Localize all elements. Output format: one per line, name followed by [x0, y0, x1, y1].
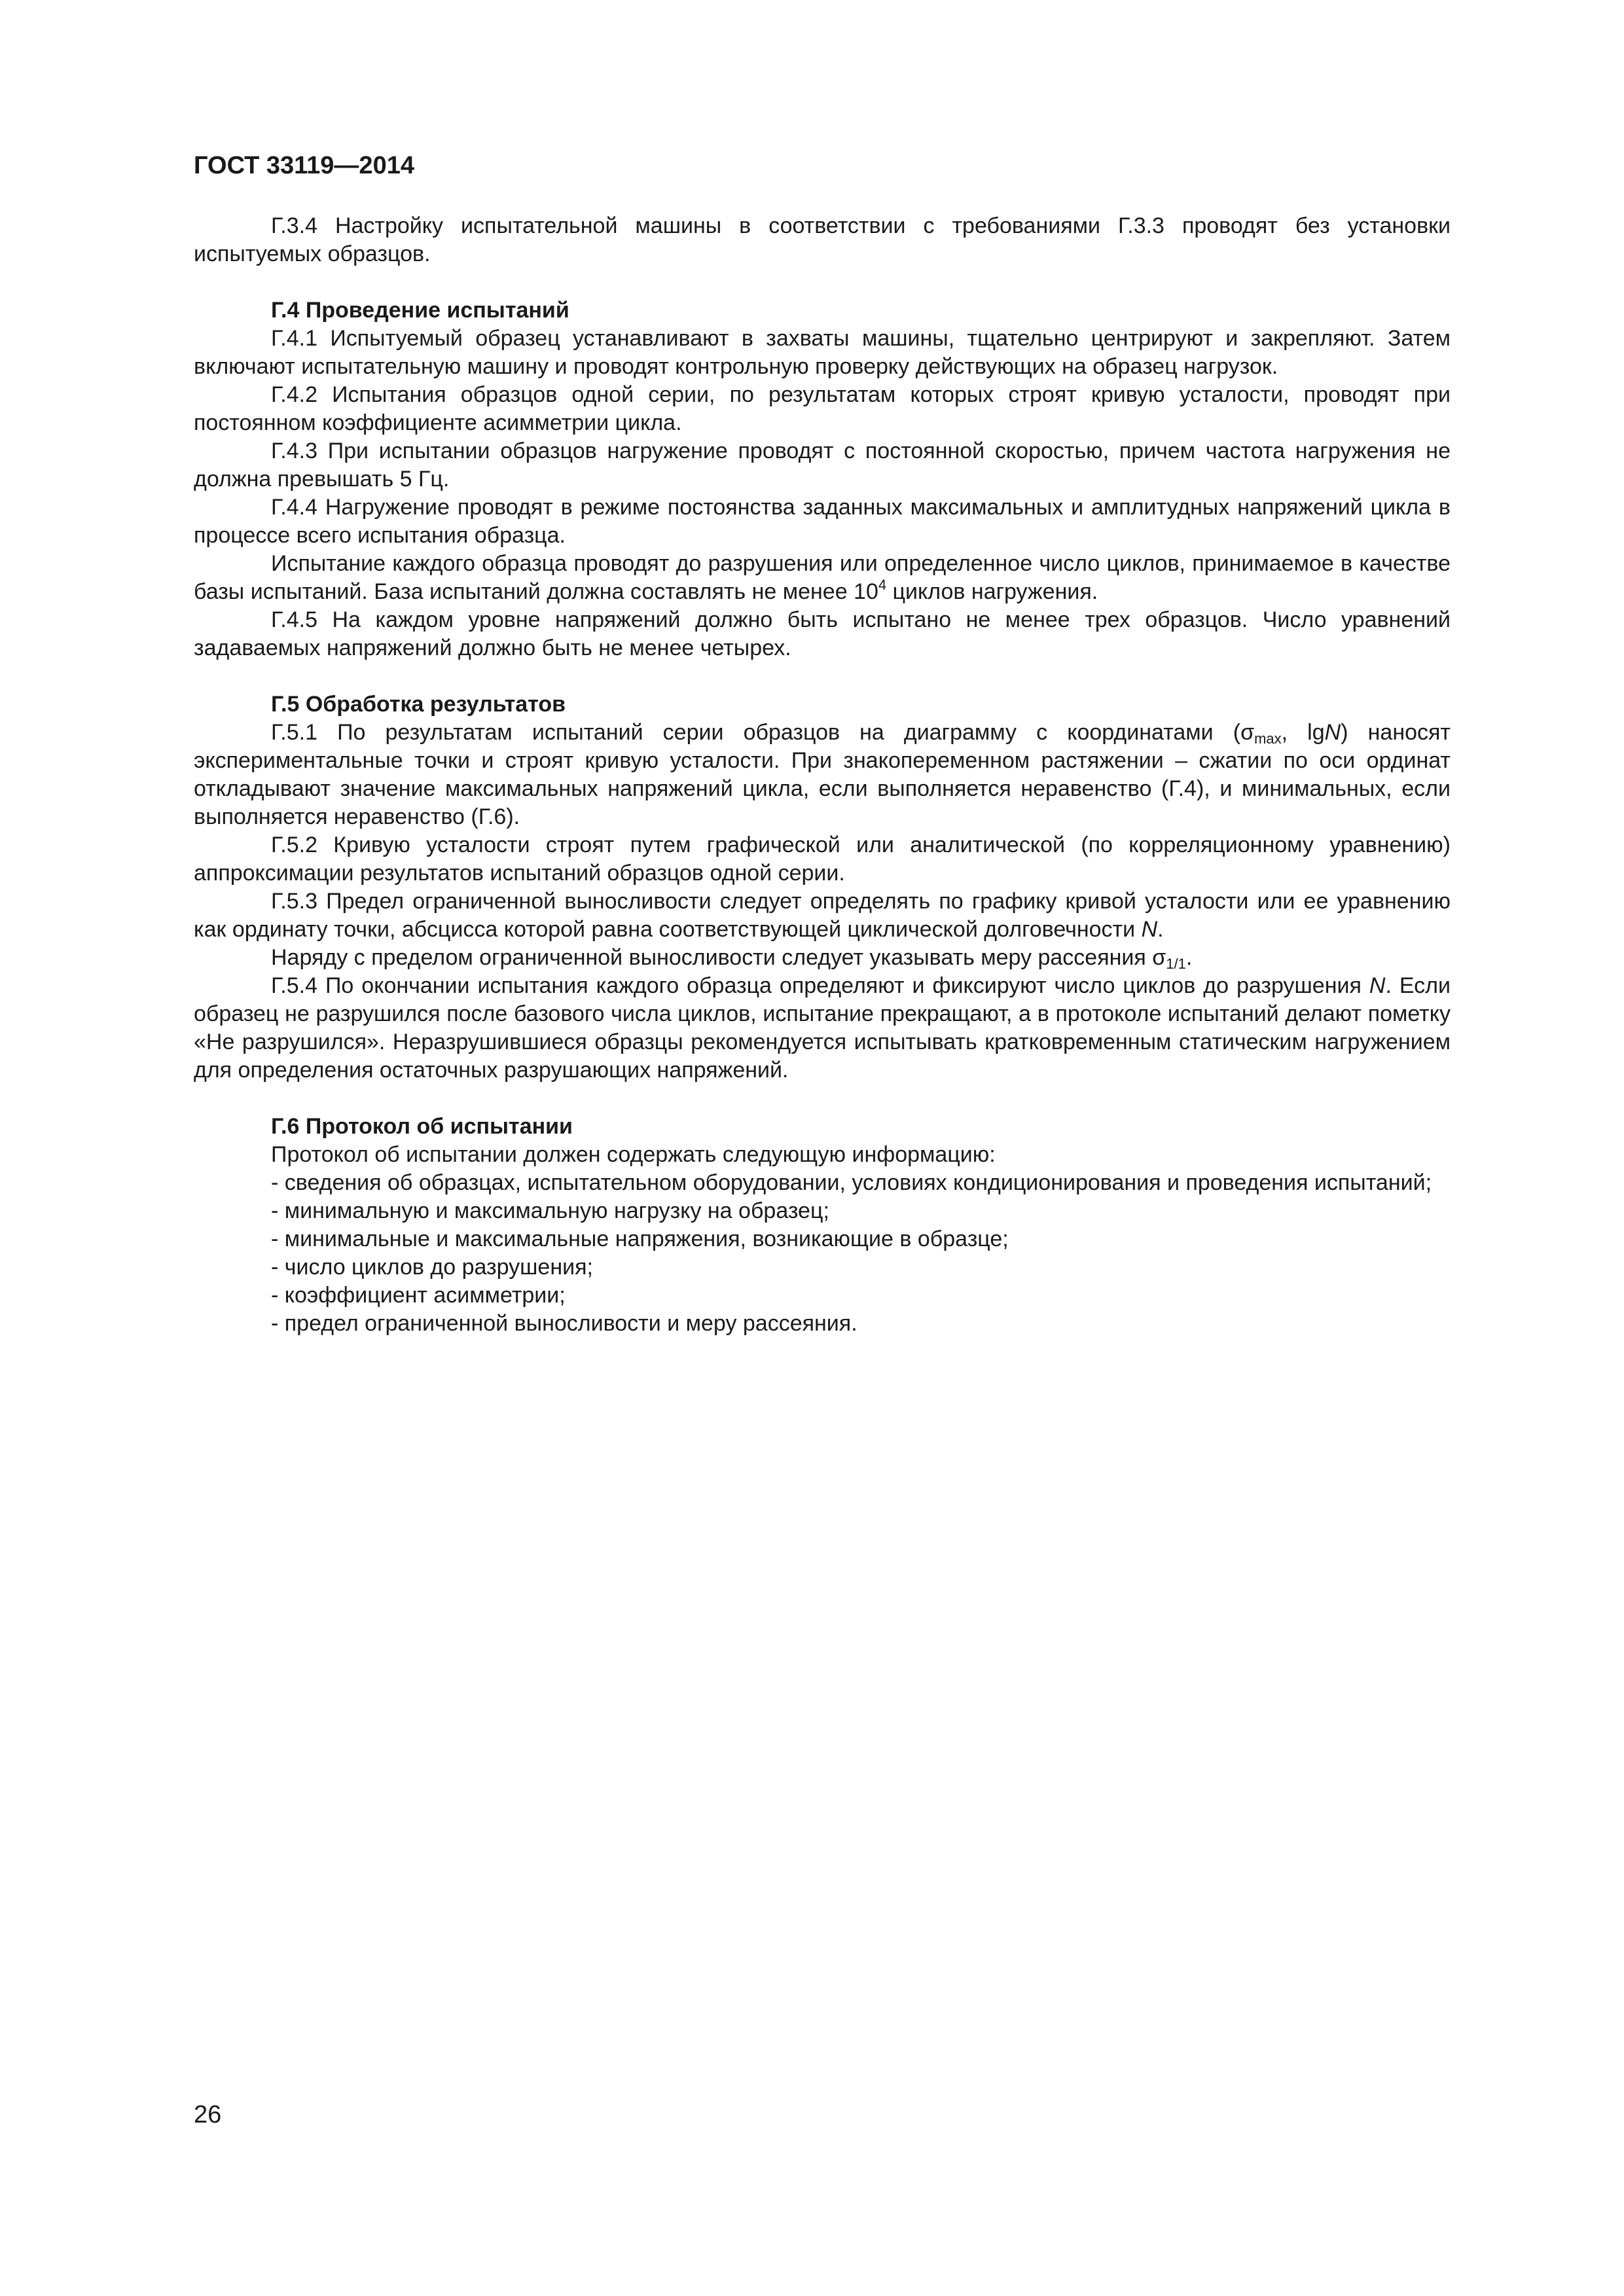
subscript-max: max: [1254, 730, 1282, 747]
paragraph-g5-4: Г.5.4 По окончании испытания каждого образца определяют и фиксируют число циклов до разрушения N. Если образец не разрушился после базового числа циклов, испытание прекращают, а в протоколе испытаний делают пометку «Не разрушился». Неразрушившиеся образцы рекомендуется испытывать кратковременным статическим нагружением для определения остаточных разрушающих напряжений.: [194, 973, 1451, 1083]
list-item: - число циклов до разрушения;: [271, 1255, 593, 1280]
paragraph-g4-1: Г.4.1 Испытуемый образец устанавливают в захваты машины, тщательно центрируют и закрепляют. Затем включают испытательную машину и проводят контрольную проверку действующих на образец нагрузок.: [194, 326, 1451, 379]
paragraph-g5-3-dispersion: Наряду с пределом ограниченной выносливости следует указывать меру рассеяния $\sigma_{1/1}$.: [271, 945, 1193, 972]
list-item: - сведения об образцах, испытательном оборудовании, условиях кондиционирования и проведения испытаний;: [271, 1170, 1432, 1195]
list-item: - коэффициент асимметрии;: [271, 1283, 566, 1308]
document-page: [194, 151, 1451, 1338]
list-item: - минимальные и максимальные напряжения, возникающие в образце;: [271, 1227, 1009, 1251]
paragraph-g5-3: Г.5.3 Предел ограниченной выносливости следует определять по графику кривой усталости или ее уравнению как ординату точки, абсцисса которой равна соответствующей циклической долговечности N.: [194, 889, 1451, 942]
section-heading-g6: Г.6 Протокол об испытании: [271, 1114, 573, 1139]
paragraph-g4-4: Г.4.4 Нагружение проводят в режиме постоянства заданных максимальных и амплитудных напряжений цикла в процессе всего испытания образца.: [194, 495, 1451, 548]
paragraph-g4-2: Г.4.2 Испытания образцов одной серии, по результатам которых строят кривую усталости, проводят при постоянном коэффициенте асимметрии цикла.: [194, 382, 1451, 435]
paragraph-g5-1: Г.5.1 По результатам испытаний серии образцов на диаграмму с координатами ($\sigma_{max}$, lgN) наносят экспериментальные точки и строят кривую усталости. При знакопеременном растяжении – сжатии по оси ординат откладывают значение максимальных напряжений цикла, если выполняется неравенство (Г.4), и минимальных, если выполняется неравенство (Г.6).: [194, 720, 1451, 829]
paragraph-g4-5: Г.4.5 На каждом уровне напряжений должно быть испытано не менее трех образцов. Число уравнений задаваемых напряжений должно быть не менее четырех.: [194, 607, 1451, 660]
document-header: ГОСТ 33119—2014: [194, 152, 414, 179]
paragraph-g5-2: Г.5.2 Кривую усталости строят путем графической или аналитической (по корреляционному уравнению) аппроксимации результатов испытаний образцов одной серии.: [194, 833, 1451, 886]
list-item: - предел ограниченной выносливости и меру рассеяния.: [271, 1311, 857, 1336]
exponent: 4: [878, 577, 887, 593]
list-item: - минимальную и максимальную нагрузку на образец;: [271, 1198, 829, 1223]
section-heading-g5: Г.5 Обработка результатов: [271, 692, 566, 717]
section-heading-g4: Г.4 Проведение испытаний: [271, 298, 569, 323]
paragraph-g6-intro: Протокол об испытании должен содержать следующую информацию:: [271, 1142, 996, 1167]
subscript-dispersion: 1/1: [1166, 956, 1186, 972]
paragraph-g3-4: Г.3.4 Настройку испытательной машины в соответствии с требованиями Г.3.3 проводят без установки испытуемых образцов.: [194, 213, 1451, 266]
page-number: 26: [194, 2101, 222, 2128]
paragraph-g4-4-base: Испытание каждого образца проводят до разрушения или определенное число циклов, принимаемое в качестве базы испытаний. База испытаний должна составлять не менее $10^4$ циклов нагружения.: [194, 551, 1451, 604]
paragraph-g4-3: Г.4.3 При испытании образцов нагружение проводят с постоянной скоростью, причем частота нагружения не должна превышать 5 Гц.: [194, 439, 1451, 492]
